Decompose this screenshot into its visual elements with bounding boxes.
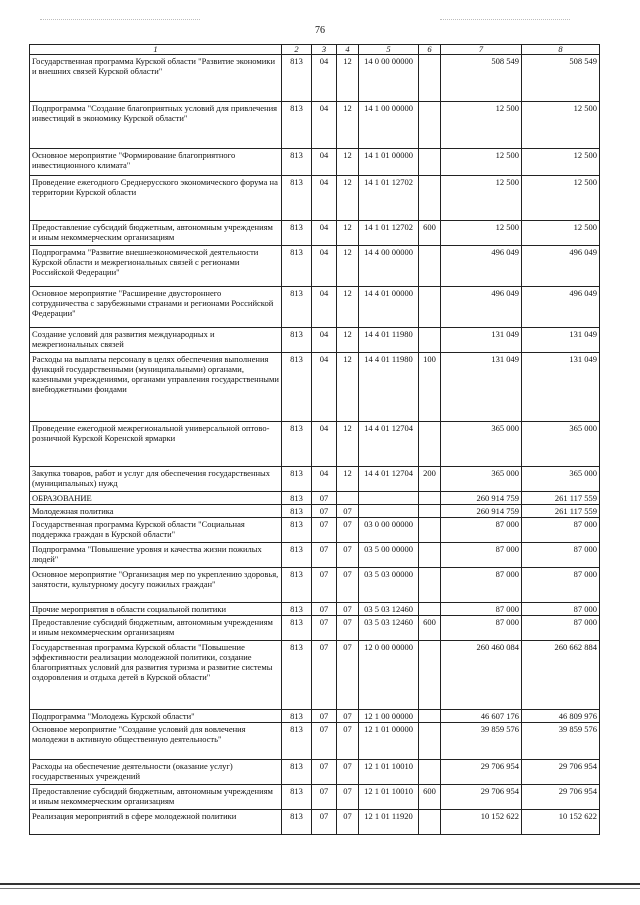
table-row (30, 568, 600, 603)
cell-amount-year2: 87 000 (522, 616, 600, 641)
cell-section: 07 (312, 723, 337, 760)
cell-section: 07 (312, 785, 337, 810)
cell-amount-year2: 260 662 884 (522, 641, 600, 710)
cell-section: 07 (312, 760, 337, 785)
cell-name: Подпрограмма "Развитие внешнеэкономической деятельности Курской области и межрегиональных связей с регионами Российской Федерации" (30, 246, 282, 287)
cell-ministry: 813 (282, 176, 312, 221)
table-row (30, 723, 600, 760)
cell-expense-type (419, 518, 441, 543)
cell-section: 07 (312, 710, 337, 723)
cell-amount-year2: 29 706 954 (522, 785, 600, 810)
cell-section: 07 (312, 492, 337, 505)
column-header: 1 (30, 45, 282, 55)
cell-target-article: 03 5 00 00000 (359, 543, 419, 568)
cell-expense-type (419, 328, 441, 353)
cell-amount-year2: 87 000 (522, 518, 600, 543)
scan-artifact (40, 19, 200, 21)
cell-name: Проведение ежегодного Среднерусского экономического форума на территории Курской области (30, 176, 282, 221)
cell-subsection: 07 (337, 641, 359, 710)
cell-amount-year1: 12 500 (441, 221, 522, 246)
cell-subsection: 07 (337, 616, 359, 641)
cell-amount-year1: 260 914 759 (441, 492, 522, 505)
cell-subsection: 12 (337, 422, 359, 467)
cell-target-article: 14 4 01 11980 (359, 353, 419, 422)
cell-section: 04 (312, 328, 337, 353)
cell-name: Основное мероприятие "Организация мер по укреплению здоровья, занятости, культурному досугу пожилых граждан" (30, 568, 282, 603)
cell-section: 04 (312, 221, 337, 246)
cell-subsection: 07 (337, 723, 359, 760)
cell-section: 07 (312, 505, 337, 518)
cell-target-article (359, 492, 419, 505)
table-row (30, 641, 600, 710)
table-row (30, 710, 600, 723)
table-row (30, 246, 600, 287)
cell-amount-year2: 131 049 (522, 353, 600, 422)
cell-section: 07 (312, 568, 337, 603)
cell-expense-type (419, 760, 441, 785)
cell-expense-type (419, 641, 441, 710)
cell-ministry: 813 (282, 102, 312, 149)
cell-amount-year2: 39 859 576 (522, 723, 600, 760)
cell-amount-year2: 29 706 954 (522, 760, 600, 785)
cell-target-article: 12 0 00 00000 (359, 641, 419, 710)
cell-subsection: 12 (337, 176, 359, 221)
cell-expense-type (419, 710, 441, 723)
cell-section: 07 (312, 518, 337, 543)
cell-name: Проведение ежегодной межрегиональной универсальной оптово-розничной Курской Коренской ярмарки (30, 422, 282, 467)
cell-section: 04 (312, 353, 337, 422)
cell-name: Расходы на обеспечение деятельности (оказание услуг) государственных учреждений (30, 760, 282, 785)
cell-amount-year1: 131 049 (441, 328, 522, 353)
cell-amount-year2: 508 549 (522, 55, 600, 102)
cell-amount-year1: 508 549 (441, 55, 522, 102)
cell-amount-year1: 12 500 (441, 102, 522, 149)
table-row (30, 467, 600, 492)
cell-section: 04 (312, 422, 337, 467)
cell-subsection: 07 (337, 518, 359, 543)
cell-amount-year1: 46 607 176 (441, 710, 522, 723)
cell-target-article: 14 4 01 12704 (359, 422, 419, 467)
cell-ministry: 813 (282, 518, 312, 543)
cell-amount-year1: 12 500 (441, 149, 522, 176)
column-header: 3 (312, 45, 337, 55)
cell-subsection: 12 (337, 102, 359, 149)
cell-expense-type: 600 (419, 785, 441, 810)
cell-expense-type (419, 55, 441, 102)
cell-subsection: 07 (337, 543, 359, 568)
column-header: 2 (282, 45, 312, 55)
cell-section: 07 (312, 616, 337, 641)
cell-subsection: 07 (337, 568, 359, 603)
cell-amount-year2: 10 152 622 (522, 810, 600, 835)
cell-name: Основное мероприятие "Создание условий для вовлечения молодежи в активную общественную деятельность" (30, 723, 282, 760)
cell-amount-year1: 260 914 759 (441, 505, 522, 518)
cell-subsection: 07 (337, 810, 359, 835)
cell-name: Предоставление субсидий бюджетным, автономным учреждениям и иным некоммерческим организациям (30, 221, 282, 246)
cell-subsection: 07 (337, 710, 359, 723)
cell-target-article: 03 5 03 00000 (359, 568, 419, 603)
cell-target-article: 12 1 00 00000 (359, 710, 419, 723)
cell-name: Подпрограмма "Повышение уровня и качества жизни пожилых людей" (30, 543, 282, 568)
cell-amount-year2: 87 000 (522, 568, 600, 603)
cell-subsection: 12 (337, 353, 359, 422)
cell-target-article: 14 4 01 12704 (359, 467, 419, 492)
cell-amount-year1: 10 152 622 (441, 810, 522, 835)
cell-target-article: 03 5 03 12460 (359, 616, 419, 641)
cell-subsection: 12 (337, 149, 359, 176)
page-number: 76 (315, 25, 325, 36)
cell-amount-year1: 365 000 (441, 467, 522, 492)
cell-name: Государственная программа Курской области "Развитие экономики и внешних связей Курской области" (30, 55, 282, 102)
cell-section: 07 (312, 603, 337, 616)
column-header: 4 (337, 45, 359, 55)
table-row (30, 176, 600, 221)
cell-amount-year1: 29 706 954 (441, 785, 522, 810)
cell-ministry: 813 (282, 353, 312, 422)
cell-ministry: 813 (282, 760, 312, 785)
cell-ministry: 813 (282, 467, 312, 492)
cell-amount-year1: 87 000 (441, 518, 522, 543)
column-header: 5 (359, 45, 419, 55)
cell-name: Подпрограмма "Молодежь Курской области" (30, 710, 282, 723)
cell-subsection: 12 (337, 55, 359, 102)
cell-subsection (337, 492, 359, 505)
cell-section: 07 (312, 810, 337, 835)
table-row (30, 518, 600, 543)
cell-amount-year2: 261 117 559 (522, 492, 600, 505)
cell-amount-year1: 87 000 (441, 616, 522, 641)
cell-section: 04 (312, 102, 337, 149)
table-row (30, 149, 600, 176)
cell-target-article: 12 1 01 00000 (359, 723, 419, 760)
cell-expense-type (419, 287, 441, 328)
cell-amount-year2: 365 000 (522, 422, 600, 467)
cell-expense-type (419, 102, 441, 149)
cell-target-article: 12 1 01 10010 (359, 785, 419, 810)
cell-ministry: 813 (282, 810, 312, 835)
cell-ministry: 813 (282, 246, 312, 287)
table-row (30, 603, 600, 616)
cell-expense-type: 100 (419, 353, 441, 422)
cell-name: Молодежная политика (30, 505, 282, 518)
table-row (30, 353, 600, 422)
cell-amount-year2: 131 049 (522, 328, 600, 353)
cell-target-article: 14 1 01 12702 (359, 176, 419, 221)
cell-target-article: 12 1 01 11920 (359, 810, 419, 835)
cell-amount-year1: 87 000 (441, 568, 522, 603)
cell-name: Закупка товаров, работ и услуг для обеспечения государственных (муниципальных) нужд (30, 467, 282, 492)
budget-table (29, 44, 600, 835)
cell-amount-year2: 87 000 (522, 603, 600, 616)
cell-ministry: 813 (282, 723, 312, 760)
cell-target-article: 14 0 00 00000 (359, 55, 419, 102)
cell-amount-year1: 496 049 (441, 287, 522, 328)
cell-section: 04 (312, 149, 337, 176)
cell-expense-type (419, 543, 441, 568)
cell-section: 07 (312, 641, 337, 710)
cell-expense-type: 600 (419, 221, 441, 246)
cell-ministry: 813 (282, 55, 312, 102)
cell-amount-year2: 261 117 559 (522, 505, 600, 518)
column-header: 8 (522, 45, 600, 55)
cell-subsection: 12 (337, 328, 359, 353)
cell-name: Основное мероприятие "Расширение двустороннего сотрудничества с зарубежными странами и регионами Российской Федерации" (30, 287, 282, 328)
cell-amount-year1: 496 049 (441, 246, 522, 287)
cell-ministry: 813 (282, 641, 312, 710)
cell-expense-type: 600 (419, 616, 441, 641)
cell-ministry: 813 (282, 785, 312, 810)
table-row (30, 422, 600, 467)
cell-amount-year2: 46 809 976 (522, 710, 600, 723)
column-header: 6 (419, 45, 441, 55)
cell-ministry: 813 (282, 221, 312, 246)
table-row (30, 543, 600, 568)
cell-ministry: 813 (282, 422, 312, 467)
cell-target-article: 14 4 01 00000 (359, 287, 419, 328)
cell-subsection: 07 (337, 785, 359, 810)
cell-section: 04 (312, 176, 337, 221)
cell-target-article: 03 0 00 00000 (359, 518, 419, 543)
cell-ministry: 813 (282, 603, 312, 616)
table-row (30, 328, 600, 353)
cell-expense-type (419, 505, 441, 518)
cell-amount-year2: 12 500 (522, 102, 600, 149)
cell-target-article: 14 1 00 00000 (359, 102, 419, 149)
table-row (30, 102, 600, 149)
cell-subsection: 07 (337, 760, 359, 785)
cell-section: 04 (312, 287, 337, 328)
cell-amount-year1: 29 706 954 (441, 760, 522, 785)
cell-target-article: 14 4 01 11980 (359, 328, 419, 353)
cell-target-article: 12 1 01 10010 (359, 760, 419, 785)
table-row (30, 616, 600, 641)
cell-amount-year1: 260 460 084 (441, 641, 522, 710)
cell-amount-year2: 365 000 (522, 467, 600, 492)
cell-amount-year2: 496 049 (522, 246, 600, 287)
cell-ministry: 813 (282, 616, 312, 641)
table-row (30, 55, 600, 102)
table-row (30, 785, 600, 810)
cell-ministry: 813 (282, 568, 312, 603)
cell-expense-type (419, 176, 441, 221)
table-row (30, 760, 600, 785)
cell-name: Создание условий для развития международных и межрегиональных связей (30, 328, 282, 353)
cell-subsection: 12 (337, 467, 359, 492)
cell-target-article: 14 4 00 00000 (359, 246, 419, 287)
cell-ministry: 813 (282, 328, 312, 353)
cell-amount-year2: 12 500 (522, 176, 600, 221)
cell-expense-type: 200 (419, 467, 441, 492)
cell-target-article: 14 1 01 12702 (359, 221, 419, 246)
cell-name: Основное мероприятие "Формирование благоприятного инвестиционного климата" (30, 149, 282, 176)
cell-amount-year1: 87 000 (441, 603, 522, 616)
cell-name: Государственная программа Курской области "Повышение эффективности реализации молодежной политики, создание благоприятных условий для развития туризма и развитие системы оздоровления и отдыха детей в Курской области" (30, 641, 282, 710)
cell-expense-type (419, 422, 441, 467)
table-row (30, 221, 600, 246)
cell-ministry: 813 (282, 543, 312, 568)
cell-section: 07 (312, 543, 337, 568)
cell-expense-type (419, 723, 441, 760)
cell-expense-type (419, 603, 441, 616)
cell-subsection: 07 (337, 603, 359, 616)
header-row (30, 45, 600, 55)
cell-section: 04 (312, 246, 337, 287)
cell-subsection: 07 (337, 505, 359, 518)
scan-artifact (440, 19, 570, 21)
cell-amount-year2: 12 500 (522, 149, 600, 176)
cell-amount-year1: 131 049 (441, 353, 522, 422)
cell-ministry: 813 (282, 287, 312, 328)
cell-name: Расходы на выплаты персоналу в целях обеспечения выполнения функций государственными (муниципальными) органами, казенными учреждениями, органами управления государственными внебюджетными фондами (30, 353, 282, 422)
cell-ministry: 813 (282, 149, 312, 176)
cell-section: 04 (312, 467, 337, 492)
bottom-rule (0, 888, 640, 889)
cell-amount-year1: 365 000 (441, 422, 522, 467)
cell-amount-year1: 87 000 (441, 543, 522, 568)
cell-name: Предоставление субсидий бюджетным, автономным учреждениям и иным некоммерческим организациям (30, 785, 282, 810)
cell-name: ОБРАЗОВАНИЕ (30, 492, 282, 505)
cell-subsection: 12 (337, 287, 359, 328)
cell-ministry: 813 (282, 505, 312, 518)
cell-amount-year2: 496 049 (522, 287, 600, 328)
cell-name: Предоставление субсидий бюджетным, автономным учреждениям и иным некоммерческим организациям (30, 616, 282, 641)
bottom-rule (0, 883, 640, 885)
cell-ministry: 813 (282, 492, 312, 505)
cell-name: Реализация мероприятий в сфере молодежной политики (30, 810, 282, 835)
cell-name: Прочие мероприятия в области социальной политики (30, 603, 282, 616)
cell-expense-type (419, 246, 441, 287)
cell-expense-type (419, 492, 441, 505)
cell-amount-year2: 12 500 (522, 221, 600, 246)
cell-amount-year1: 39 859 576 (441, 723, 522, 760)
cell-amount-year1: 12 500 (441, 176, 522, 221)
table-row (30, 492, 600, 505)
cell-name: Государственная программа Курской области "Социальная поддержка граждан в Курской области" (30, 518, 282, 543)
column-header: 7 (441, 45, 522, 55)
cell-expense-type (419, 568, 441, 603)
cell-target-article: 03 5 03 12460 (359, 603, 419, 616)
cell-name: Подпрограмма "Создание благоприятных условий для привлечения инвестиций в экономику Курской области" (30, 102, 282, 149)
cell-expense-type (419, 810, 441, 835)
table-row (30, 810, 600, 835)
table-row (30, 287, 600, 328)
cell-expense-type (419, 149, 441, 176)
table-row (30, 505, 600, 518)
cell-section: 04 (312, 55, 337, 102)
cell-amount-year2: 87 000 (522, 543, 600, 568)
cell-subsection: 12 (337, 246, 359, 287)
cell-target-article: 14 1 01 00000 (359, 149, 419, 176)
cell-ministry: 813 (282, 710, 312, 723)
cell-subsection: 12 (337, 221, 359, 246)
cell-target-article (359, 505, 419, 518)
